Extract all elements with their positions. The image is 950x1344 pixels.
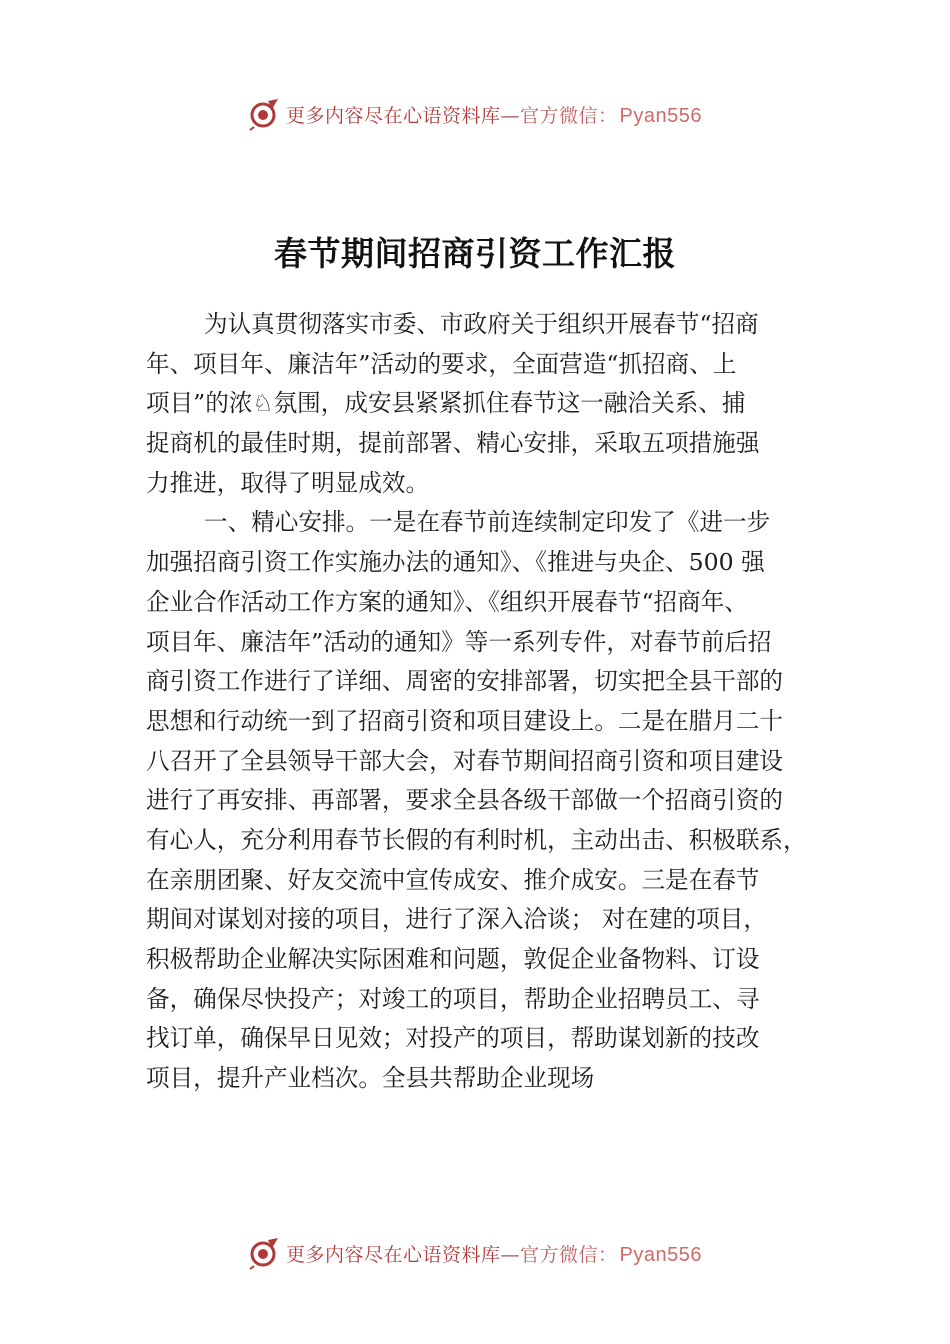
document-title: 春节期间招商引资工作汇报 — [274, 234, 676, 273]
banner-site-text: 更多内容尽在心语资料库 — [286, 104, 501, 127]
body-line: 年、项目年、廉洁年”活动的要求，全面营造“抓招商、上 — [146, 349, 737, 378]
body-line: 力推进，取得了明显成效。 — [146, 468, 430, 497]
banner-wechat-id: Pyan556 — [619, 1243, 702, 1266]
body-line: 为认真贯彻落实市委、市政府关于组织开展春节“招商 — [204, 310, 759, 338]
brush-pen-logo-icon — [248, 97, 282, 131]
body-line: 项目，提升产业档次。全县共帮助企业现场 — [146, 1064, 595, 1093]
banner-text — [286, 1240, 702, 1267]
body-line: 八召开了全县领导干部大会，对春节期间招商引资和项目建设 — [146, 746, 784, 775]
banner-site-text: 更多内容尽在心语资料库 — [286, 1243, 501, 1266]
banner-wechat-label: 官方微信： — [520, 104, 618, 127]
body-line: 项目”的浓♘氛围，成安县紧紧抓住春节这一融洽关系、捕 — [146, 389, 746, 418]
footer-banner — [0, 1233, 950, 1273]
body-line: 加强招商引资工作实施办法的通知》、《推进与央企、500 强 — [146, 548, 765, 577]
document-body — [146, 305, 826, 1099]
body-line: 备，确保尽快投产；对竣工的项目，帮助企业招聘员工、寻 — [146, 984, 760, 1013]
body-line: 在亲朋团聚、好友交流中宣传成安、推介成安。三是在春节 — [146, 865, 760, 894]
brush-pen-logo-icon — [248, 1236, 282, 1270]
header-banner — [0, 94, 950, 134]
body-line: 期间对谋划对接的项目，进行了深入洽谈； 对在建的项目， — [146, 905, 767, 934]
body-line: 捉商机的最佳时期，提前部署、精心安排，采取五项措施强 — [146, 429, 760, 458]
body-line: 一、精心安排。一是在春节前连续制定印发了《进一步 — [204, 508, 771, 537]
body-line: 企业合作活动工作方案的通知》、《组织开展春节“招商年、 — [146, 587, 748, 616]
body-line: 有心人，充分利用春节长假的有利时机，主动出击、积极联系， — [146, 825, 807, 854]
banner-dash: — — [500, 104, 521, 127]
body-line: 思想和行动统一到了招商引资和项目建设上。二是在腊月二十 — [146, 706, 784, 735]
body-line: 商引资工作进行了详细、周密的安排部署，切实把全县干部的 — [146, 667, 784, 696]
body-line: 积极帮助企业解决实际困难和问题，敦促企业备物料、订设 — [146, 945, 760, 973]
banner-wechat-label: 官方微信： — [520, 1243, 618, 1266]
body-line: 找订单，确保早日见效；对投产的项目，帮助谋划新的技改 — [146, 1024, 760, 1053]
banner-dash: — — [500, 1243, 521, 1266]
body-line: 项目年、廉洁年”活动的通知》等一系列专件，对春节前后招 — [146, 627, 772, 656]
banner-text — [286, 101, 702, 128]
banner-wechat-id: Pyan556 — [619, 104, 702, 127]
body-line: 进行了再安排、再部署，要求全县各级干部做一个招商引资的 — [146, 786, 784, 815]
